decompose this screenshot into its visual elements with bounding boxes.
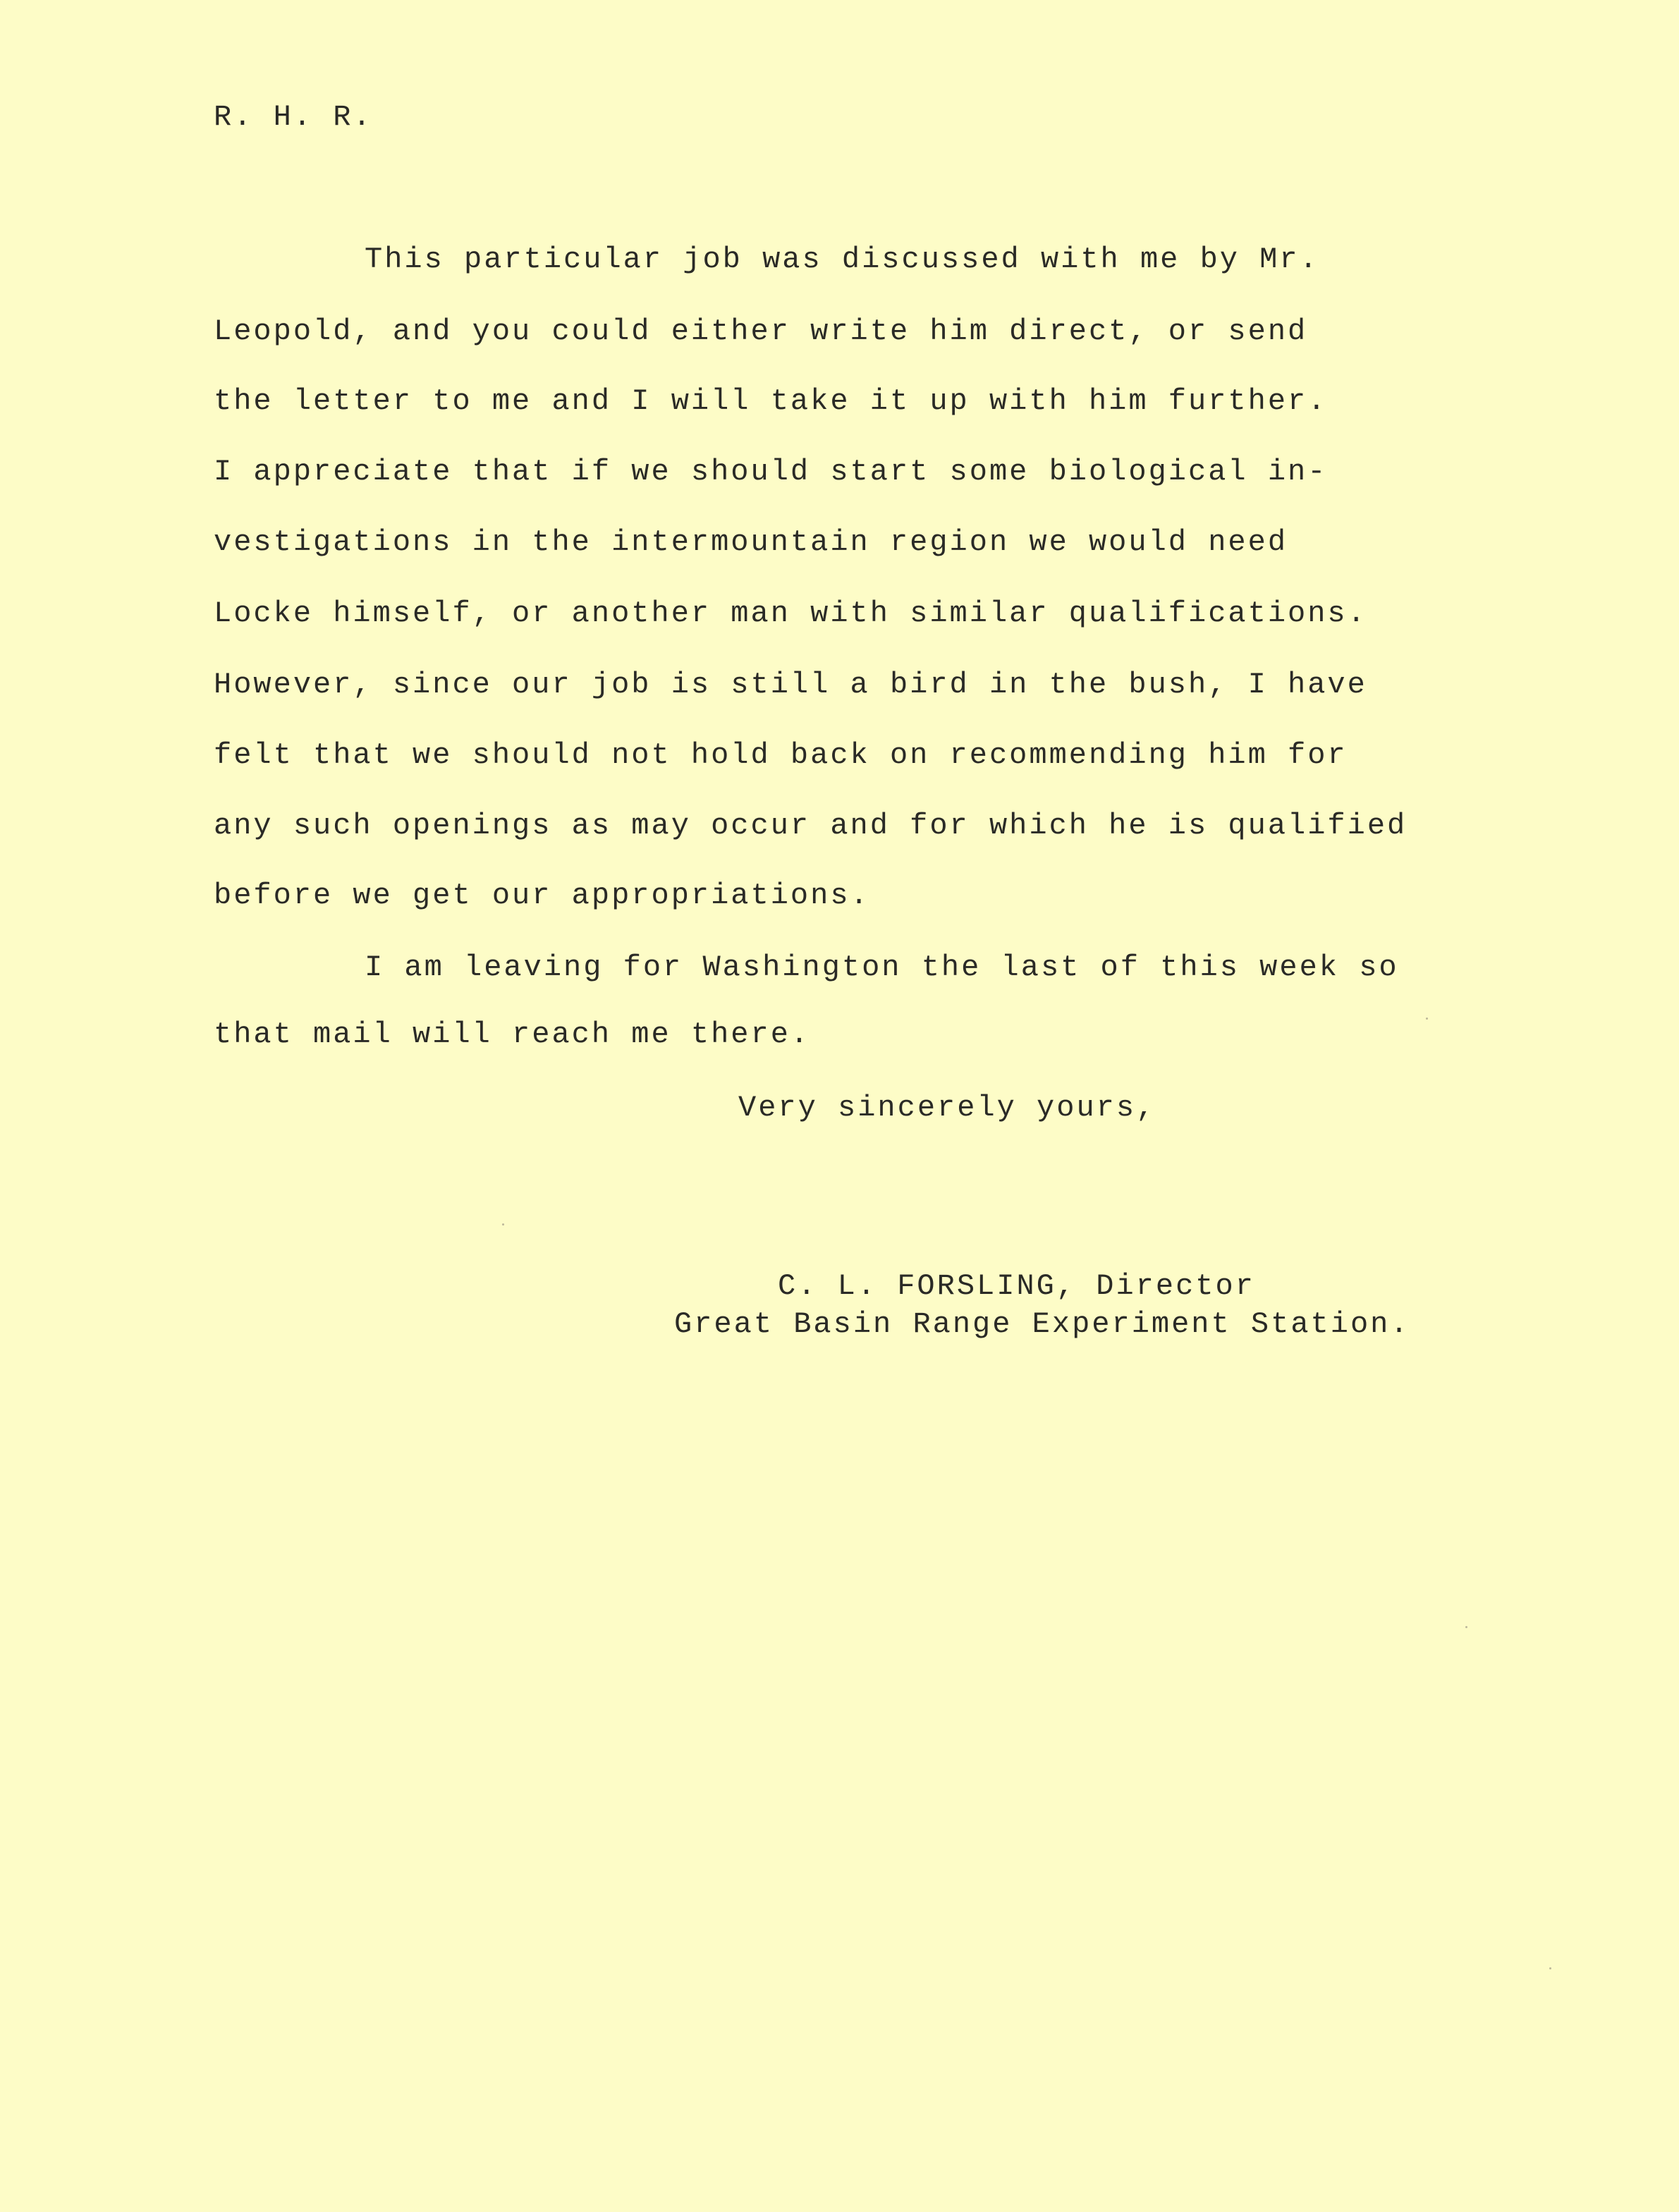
- paragraph1-line-2: Leopold, and you could either write him direct, or send: [214, 314, 1308, 348]
- paragraph2-line-1: I am leaving for Washington the last of this week so: [365, 951, 1399, 984]
- paragraph1-line-10: before we get our appropriations.: [214, 879, 870, 912]
- recipient-initials: R. H. R.: [214, 100, 373, 134]
- paragraph1-line-9: any such openings as may occur and for which he is qualified: [214, 809, 1408, 843]
- paper-speck: [1426, 1018, 1428, 1020]
- paragraph1-line-8: felt that we should not hold back on recommending him for: [214, 738, 1348, 772]
- signature-name-title: C. L. FORSLING, Director: [778, 1269, 1255, 1303]
- paragraph1-line-4: I appreciate that if we should start some biological in-: [214, 455, 1328, 489]
- paper-speck: [1465, 1626, 1467, 1628]
- signature-organization: Great Basin Range Experiment Station.: [674, 1307, 1410, 1341]
- paragraph1-line-3: the letter to me and I will take it up with him further.: [214, 384, 1328, 418]
- paper-speck: [502, 1223, 504, 1226]
- paragraph1-line-7: However, since our job is still a bird in the bush, I have: [214, 668, 1367, 702]
- closing: Very sincerely yours,: [738, 1091, 1156, 1125]
- paragraph1-line-5: vestigations in the intermountain region we would need: [214, 525, 1288, 559]
- paper-speck: [1549, 1967, 1551, 1969]
- paragraph2-line-2: that mail will reach me there.: [214, 1018, 811, 1051]
- paragraph1-line-1: This particular job was discussed with me by Mr.: [365, 243, 1319, 276]
- paragraph1-line-6: Locke himself, or another man with similar qualifications.: [214, 597, 1367, 630]
